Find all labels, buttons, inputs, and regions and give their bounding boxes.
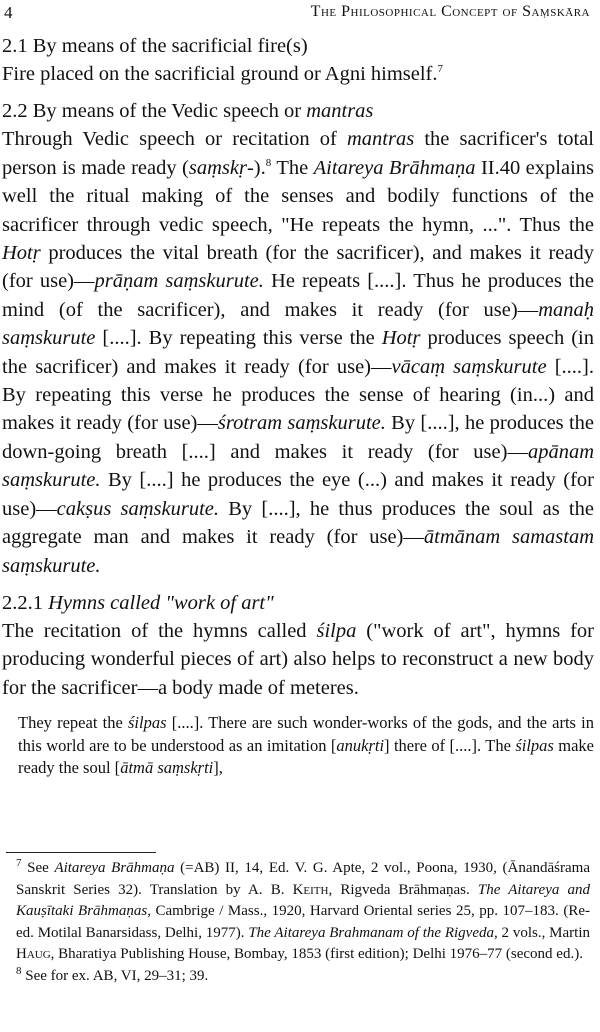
section-heading-2-2-1: 2.2.1 Hymns called "work of art"	[2, 591, 274, 614]
page-header	[0, 0, 600, 22]
footnote-ref-7: 7	[437, 63, 444, 76]
footnote-separator	[6, 852, 156, 853]
paragraph-2-2-1: The recitation of the hymns called śilpa ("work of art", hymns for producing wonderful pieces of art) also helps to reconstruct a new body for the sacrificer—a body made of meteres.	[2, 619, 595, 699]
section-heading-2-1: 2.1 By means of the sacrificial fire(s)	[2, 35, 308, 57]
footnote-ref-8: 8	[265, 156, 272, 169]
page-number: 4	[4, 3, 13, 22]
footnote-7: $^7$ See Aitareya Brāhmaṇa (=AB) II, 14, Ed. V. G. Apte, 2 vol., Poona, 1930, (Ānandāśrama Sanskrit Series 32). Translation by A. B. Keith, Rigveda Brāhmaṇas. The Aitareya and Kauṣītaki Brāhmaṇas, Cambrige / Mass., 1920, Harvard Oriental series 25, pp. 107–183. (Re-ed. Motilal Banarsidass, Delhi, 1977). The Aitareya Brahmanam of the Rigveda, 2 vols., Martin Haug, Bharatiya Publishing House, Bombay, 1853 (first edition); Delhi 1976–77 (second ed.).	[16, 857, 590, 962]
footnotes	[16, 858, 590, 987]
section-heading-2-2: 2.2 By means of the Vedic speech or mantras	[2, 100, 374, 123]
footnote-8: $^8$ See for ex. AB, VI, 29–31; 39.	[16, 964, 209, 984]
paragraph-2-1: Fire placed on the sacrificial ground or Agni himself.$^7$	[2, 63, 444, 85]
running-head: The Philosophical Concept of Saṃskāra	[310, 3, 590, 20]
paragraph-2-2: Through Vedic speech or recitation of mantras the sacrificer's total person is made ready (saṃskṛ-).$^8$ The Aitareya Brāhmaṇa II.40 explains well the ritual making of the senses and bodily functions of the sacrificer through vedic speech, "He repeats the hymn, ...". Thus the Hotṛ produces the vital breath (for the sacrificer), and makes it ready (for use)—prāṇam saṃskurute. He repeats [....]. Thus he produces the mind (of the sacrificer), and makes it ready (for use)—manaḥ saṃskurute [....]. By repeating this verse the Hotṛ produces speech (in the sacrificer) and makes it ready (for use)—vācaṃ saṃskurute [....]. By repeating this verse he produces the sense of hearing (in...) and makes it ready (for use)—śrotram saṃskurute. By [....], he produces the down-going breath [....] and makes it ready (for use)—apānam saṃskurute. By [....] he produces the eye (...) and makes it ready (for use)—cakṣus saṃskurute. By [....], he thus produces the soul as the aggregate man and makes it ready (for use)—ātmānam samastam saṃskurute.	[2, 128, 595, 577]
block-quote: They repeat the śilpas [....]. There are such wonder-works of the gods, and the arts in this world are to be understood as an imitation [anukṛti] there of [....]. The śilpas make ready the soul [ātmā saṃskṛti],	[18, 713, 594, 778]
body-text	[2, 32, 594, 780]
